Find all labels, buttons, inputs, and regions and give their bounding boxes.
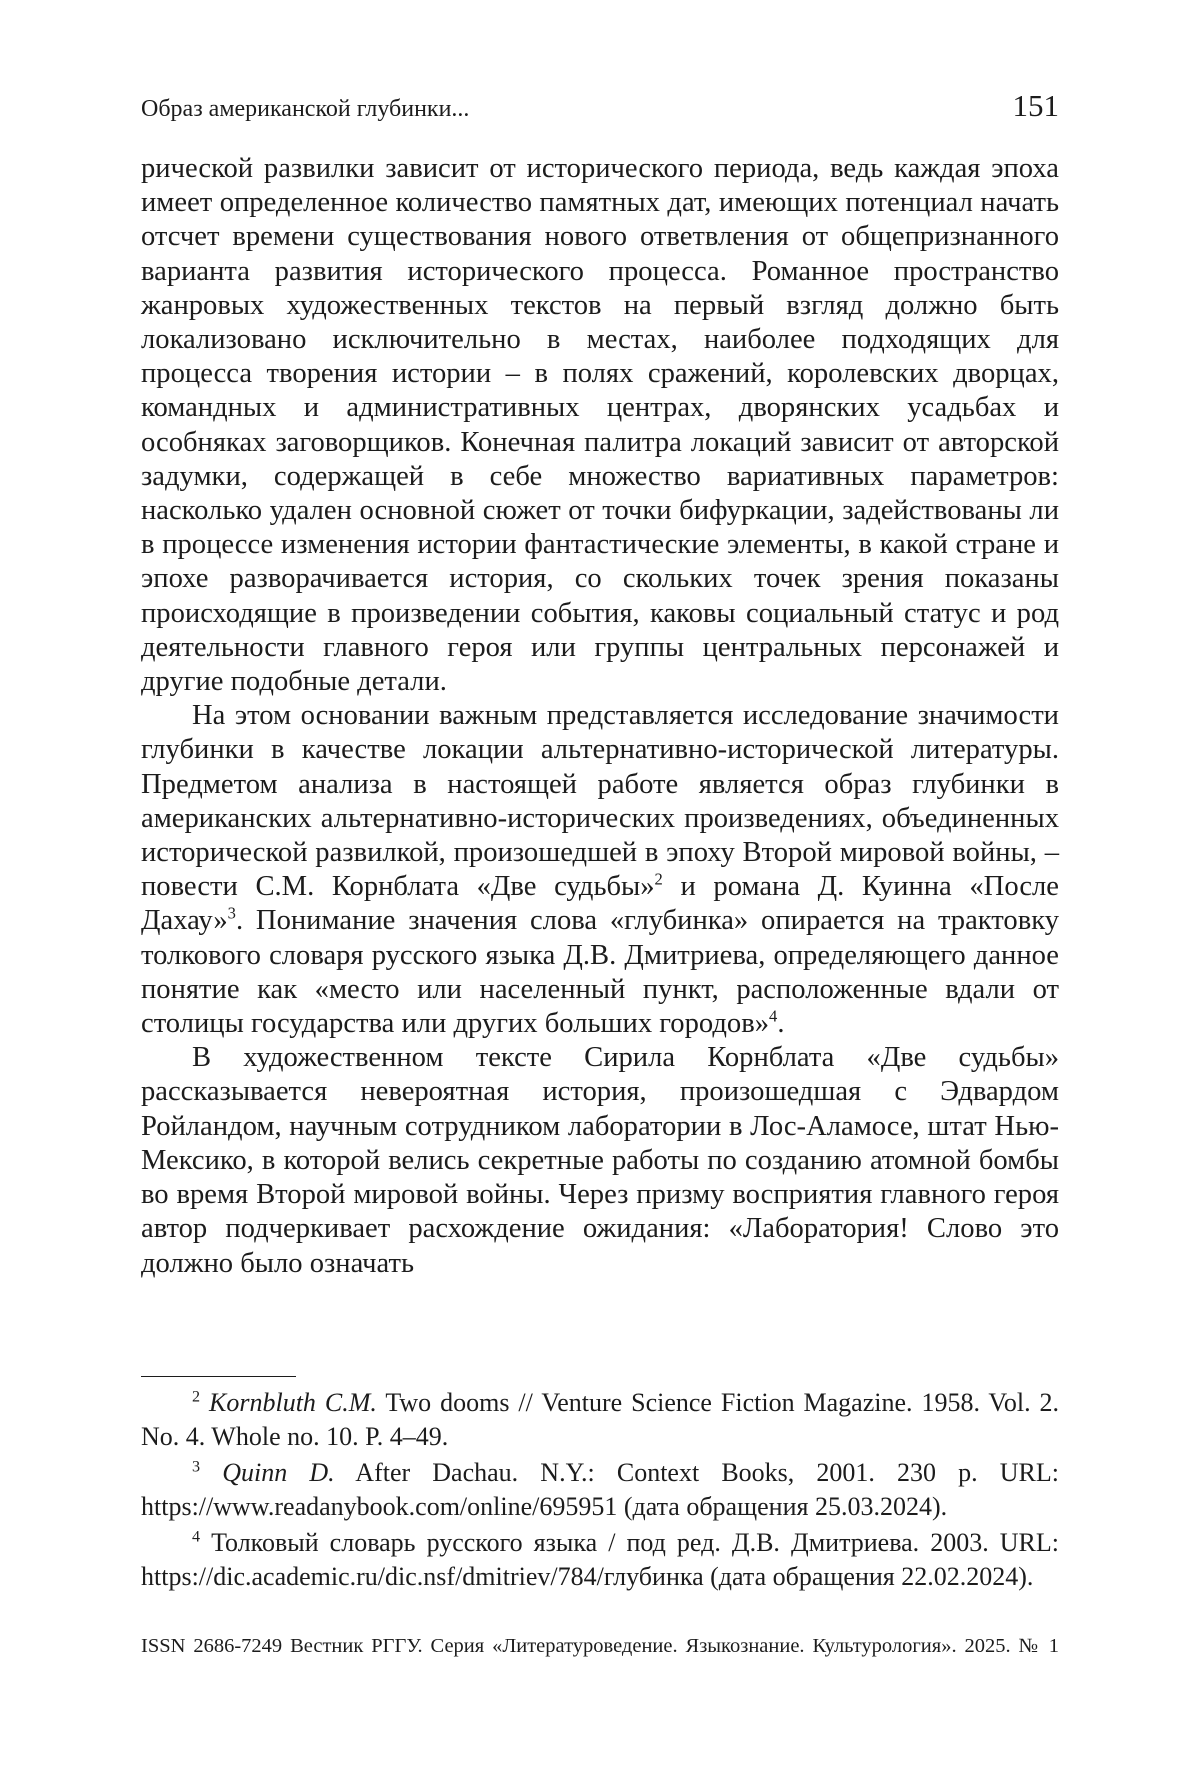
running-title: Образ американской глубинки...: [141, 96, 470, 122]
footnote-2: [141, 1386, 1059, 1453]
footnote-separator: [141, 1376, 296, 1377]
footnote-ref-3[interactable]: 3: [227, 903, 236, 923]
footnotes: [141, 1386, 1059, 1597]
page-footer: ISSN 2686-7249 Вестник РГГУ. Серия «Литературоведение. Языкознание. Культурология». 2025. № 1: [141, 1635, 1059, 1657]
paragraph-2-part-c: . Понимание значения слова «глубинка» опирается на трактовку толкового словаря русского языка Д.В. Дмитриева, определяющего данное понятие как «место или населенный пункт, расположенные вдали от столицы государства или других больших городов»: [141, 905, 1059, 1040]
page-number: 151: [1012, 88, 1059, 123]
footnote-text: Толковый словарь русского языка / под ред. Д.В. Дмитриева. 2003. URL: https://dic.academic.ru/dic.nsf/dmitriev/784/глубинка (дата обращения 22.02.2024).: [141, 1528, 1059, 1591]
footnote-author: Quinn D.: [222, 1458, 335, 1488]
footnote-number: 3: [192, 1458, 201, 1476]
paragraph-2: [141, 699, 1059, 1041]
footnote-number: 4: [192, 1528, 201, 1546]
footnote-ref-2[interactable]: 2: [654, 869, 663, 889]
paragraph-1: рической развилки зависит от исторического периода, ведь каждая эпоха имеет определенное количество памятных дат, имеющих потенциал начать отсчет времени существования нового ответвления от общепризнанного варианта развития исторического процесса. Романное пространство жанровых художественных текстов на первый взгляд должно быть локализовано исключительно в местах, наиболее подходящих для процесса творения истории – в полях сражений, королевских дворцах, командных и административных центрах, дворянских усадьбах и особняках заговорщиков. Конечная палитра локаций зависит от авторской задумки, содержащей в себе множество вариативных параметров: насколько удален основной сюжет от точки бифуркации, задействованы ли в процессе изменения истории фантастические элементы, в какой стране и эпохе разворачивается история, со скольких точек зрения показаны происходящие в произведении события, каковы социальный статус и род деятельности главного героя или группы центральных персонажей и другие подобные детали.: [141, 153, 1059, 698]
paragraph-2-part-b: и романа Д. Куинна «После Дахау»: [141, 871, 1059, 937]
running-head: [141, 88, 1059, 124]
article-body: [141, 152, 1059, 1281]
footnote-author: Kornbluth C.M.: [209, 1388, 377, 1417]
footnote-text: After Dachau. N.Y.: Context Books, 2001. 230 p. URL: https://www.readanybook.com/online/695951 (дата обращения 25.03.2024).: [141, 1458, 1060, 1521]
footnote-number: 2: [192, 1388, 201, 1406]
paragraph-2-part-d: .: [777, 1008, 785, 1040]
footnote-3: [141, 1456, 1059, 1523]
footnote-4: [141, 1526, 1059, 1593]
footnote-ref-4[interactable]: 4: [769, 1006, 778, 1026]
paragraph-3: В художественном тексте Сирила Корнблата «Две судьбы» рассказывается невероятная история, произошедшая с Эдвардом Ройландом, научным сотрудником лаборатории в Лос-Аламосе, штат Нью-Мексико, в которой велись секретные работы по созданию атомной бомбы во время Второй мировой войны. Через призму восприятия главного героя автор подчеркивает расхождение ожидания: «Лаборатория! Слово это должно было означать: [141, 1042, 1059, 1279]
footnote-text: Two dooms // Venture Science Fiction Magazine. 1958. Vol. 2. No. 4. Whole no. 10. P. 4–49.: [141, 1388, 1060, 1451]
paragraph-2-part-a: На этом основании важным представляется исследование значимости глубинки в качестве локации альтернативно-исторической литературы. Предметом анализа в настоящей работе является образ глубинки в американских альтернативно-исторических произведениях, объединенных исторической развилкой, произошедшей в эпоху Второй мировой войны, – повести С.М. Корнблата «Две судьбы»: [141, 700, 1059, 903]
